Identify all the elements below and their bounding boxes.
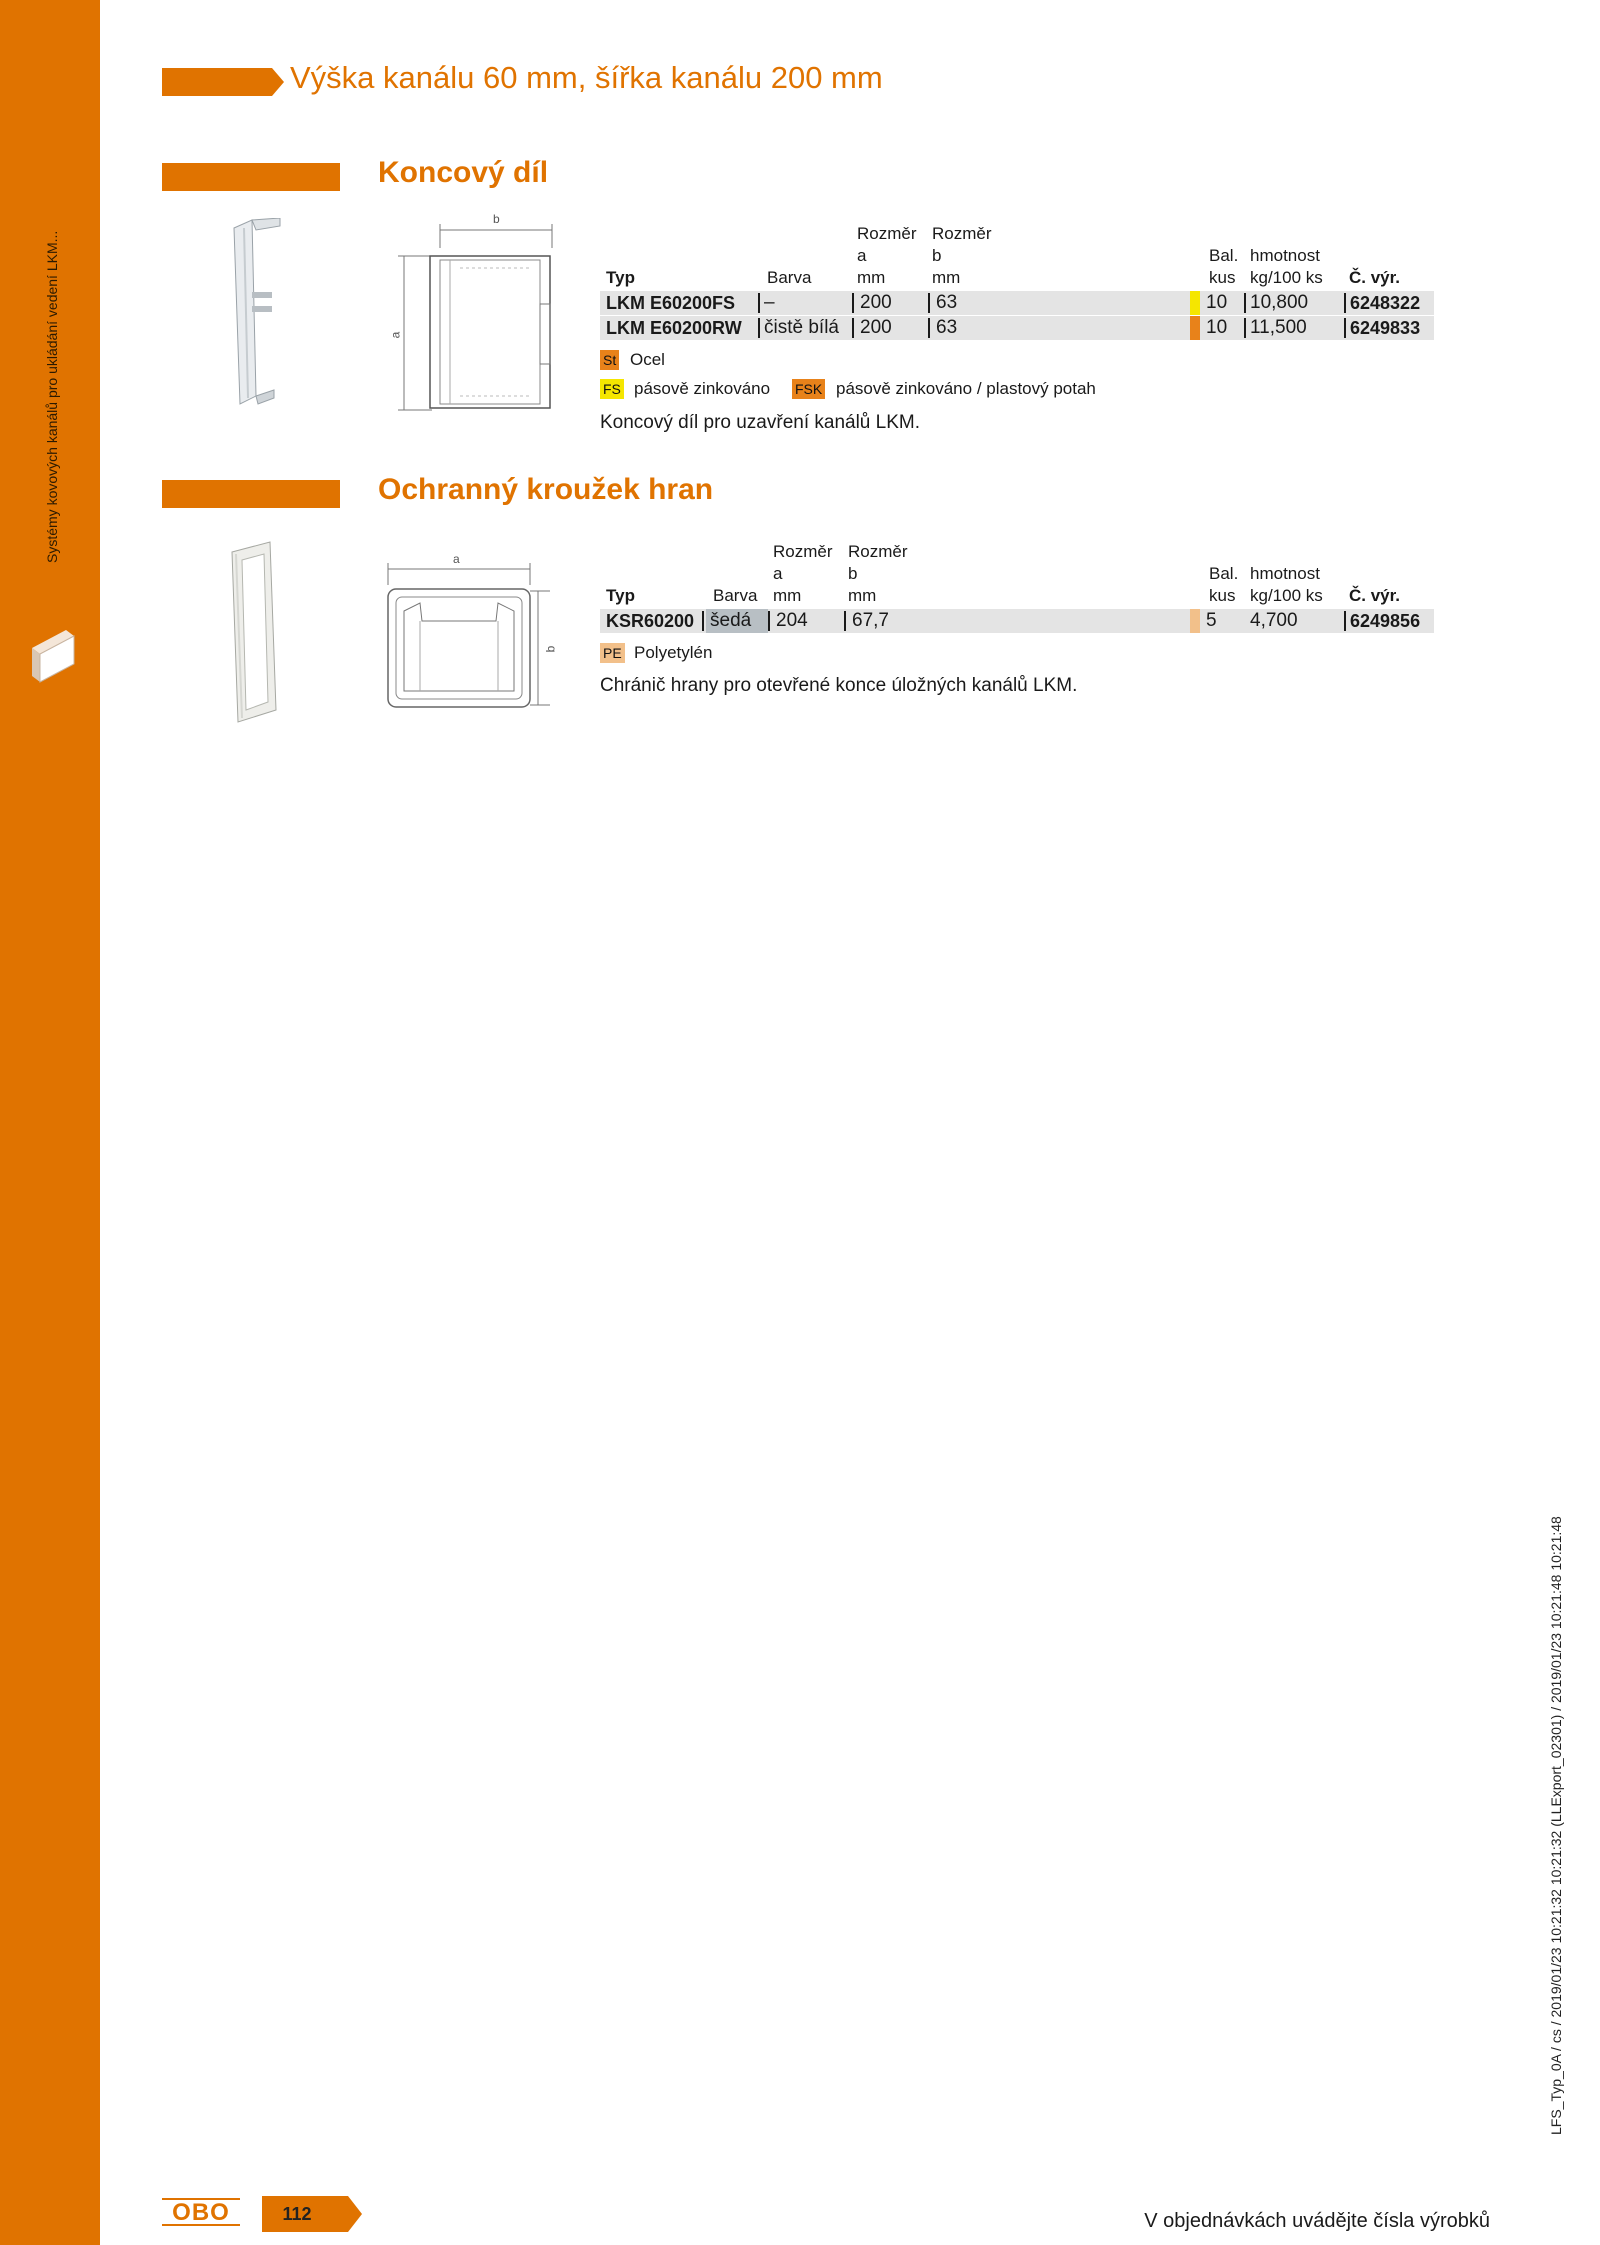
drawing2-label-b: b <box>543 645 558 653</box>
cell-bal: 5 <box>1206 610 1217 631</box>
table-row <box>600 316 1434 340</box>
s1-h-a: a <box>857 246 867 265</box>
cell-b: 67,7 <box>852 610 889 631</box>
material-label-fsk: pásově zinkováno / plastový potah <box>836 379 1096 398</box>
sidebar-caption-text: Systémy kovových kanálů pro ukládání vedení LKM... <box>44 230 60 563</box>
table-row <box>600 291 1434 315</box>
separator <box>844 611 846 631</box>
cell-typ: LKM E60200RW <box>606 318 742 338</box>
cell-a: 200 <box>860 317 892 338</box>
s2-h-kus: kus <box>1209 586 1236 605</box>
separator <box>758 318 760 338</box>
s2-h-b: b <box>848 564 858 583</box>
cell-b: 63 <box>936 317 958 338</box>
cell-barva: šedá <box>710 610 752 631</box>
obo-logo <box>162 2196 240 2228</box>
s1-h-bal: Bal. <box>1209 246 1239 265</box>
s2-h-barva: Barva <box>713 586 758 605</box>
cell-hmotnost: 10,800 <box>1250 292 1309 313</box>
table-row <box>600 609 1434 633</box>
s2-h-bal: Bal. <box>1209 564 1239 583</box>
separator <box>928 293 930 313</box>
end-piece-photo <box>222 218 284 410</box>
s2-h-hmotnost: hmotnost <box>1250 564 1320 583</box>
order-note: V objednávkách uvádějte čísla výrobků <box>1144 2210 1490 2232</box>
section2-bar <box>162 480 340 508</box>
separator <box>852 293 854 313</box>
page-number: 112 <box>282 2204 312 2224</box>
material-tag-pe: PE <box>600 643 625 663</box>
s2-h-kg: kg/100 ks <box>1250 586 1323 605</box>
material-label-pe: Polyetylén <box>634 643 713 662</box>
separator <box>928 318 930 338</box>
s1-h-mm-b: mm <box>932 268 961 287</box>
separator <box>768 611 770 631</box>
material-label-st: Ocel <box>630 350 665 369</box>
s2-h-a: a <box>773 564 783 583</box>
print-meta-text: LFS_Typ_0A / cs / 2019/01/23 10:21:32 10:21:32 (LLExport_02301) / 2019/01/23 10:21:48 10:21:48 <box>1548 1516 1564 2135</box>
s1-h-kg: kg/100 ks <box>1250 268 1323 287</box>
cell-cvyr: 6248322 <box>1350 293 1421 313</box>
section1-description: Koncový díl pro uzavření kanálů LKM. <box>600 412 921 433</box>
pe-swatch <box>1190 609 1200 633</box>
s1-h-mm-a: mm <box>857 268 886 287</box>
cell-bal: 10 <box>1206 292 1228 313</box>
fs-swatch <box>1190 291 1200 315</box>
separator <box>1344 293 1346 313</box>
edge-ring-photo <box>226 540 282 726</box>
s1-h-kus: kus <box>1209 268 1236 287</box>
section2-title: Ochranný kroužek hran <box>378 473 714 506</box>
cell-hmotnost: 11,500 <box>1250 317 1307 338</box>
section1-title: Koncový díl <box>378 156 549 189</box>
s1-h-hmotnost: hmotnost <box>1250 246 1320 265</box>
s2-h-mm-b: mm <box>848 586 877 605</box>
separator <box>758 293 760 313</box>
material-label-fs: pásově zinkováno <box>634 379 771 398</box>
separator <box>1344 318 1346 338</box>
section2-description: Chránič hrany pro otevřené konce úložných kanálů LKM. <box>600 675 1078 696</box>
header-bar <box>162 68 272 96</box>
cell-barva: čistě bílá <box>764 317 839 338</box>
edge-ring-drawing <box>380 555 560 715</box>
separator <box>852 318 854 338</box>
material-tag-fs: FS <box>600 379 624 399</box>
drawing1-label-a: a <box>388 331 403 339</box>
end-piece-drawing <box>390 208 570 420</box>
s2-h-rozmer-a: Rozměr <box>773 542 833 561</box>
cell-typ: KSR60200 <box>606 611 695 631</box>
s2-h-typ: Typ <box>606 586 635 605</box>
s1-h-b: b <box>932 246 942 265</box>
drawing2-label-a: a <box>453 552 460 566</box>
separator <box>702 611 704 631</box>
s2-h-cvyr: Č. výr. <box>1349 586 1401 605</box>
material-tag-st: St <box>600 350 619 370</box>
material-tag-fsk: FSK <box>792 379 825 399</box>
cell-a: 200 <box>860 292 892 313</box>
s2-h-rozmer-b: Rozměr <box>848 542 908 561</box>
obo-logo-text: OBO <box>172 2199 230 2226</box>
cell-cvyr: 6249856 <box>1350 611 1421 631</box>
header-arrow <box>272 68 284 96</box>
page-number-arrow <box>348 2196 362 2232</box>
s2-h-mm-a: mm <box>773 586 802 605</box>
separator <box>1344 611 1346 631</box>
cell-cvyr: 6249833 <box>1350 318 1421 338</box>
fsk-swatch <box>1190 316 1200 340</box>
s1-h-cvyr: Č. výr. <box>1349 268 1401 287</box>
cell-barva: – <box>764 292 775 313</box>
separator <box>1244 293 1246 313</box>
s1-h-barva: Barva <box>767 268 812 287</box>
cell-b: 63 <box>936 292 958 313</box>
section1-bar <box>162 163 340 191</box>
separator <box>1244 318 1246 338</box>
s1-h-rozmer-a: Rozměr <box>857 224 917 243</box>
drawing1-label-b: b <box>493 212 500 226</box>
channel-icon <box>28 626 78 684</box>
s1-h-typ: Typ <box>606 268 635 287</box>
cell-typ: LKM E60200FS <box>606 293 736 313</box>
s1-h-rozmer-b: Rozměr <box>932 224 992 243</box>
page-title: Výška kanálu 60 mm, šířka kanálu 200 mm <box>290 60 883 95</box>
cell-bal: 10 <box>1206 317 1228 338</box>
cell-a: 204 <box>776 610 808 631</box>
cell-hmotnost: 4,700 <box>1250 610 1298 631</box>
